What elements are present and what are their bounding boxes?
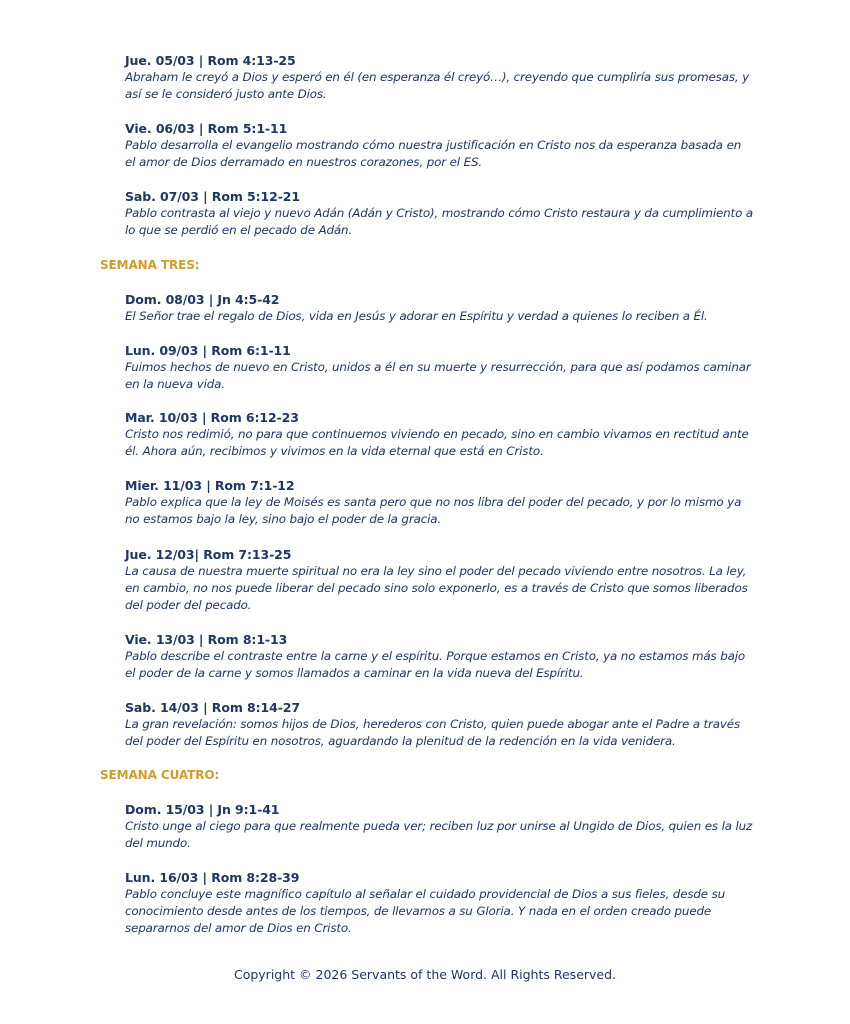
reading-description: Cristo nos redimió, no para que continuemos viviendo en pecado, sino en cambio vivamos en rectitud ante él. Ahora aún, recibimos y vivimos en la vida eternal que está en Cristo. — [125, 427, 749, 458]
reading-title: Sab. 07/03 | Rom 5:12-21 — [125, 189, 300, 204]
reading-entry-vie-06-03 — [125, 120, 753, 171]
reading-title: Lun. 09/03 | Rom 6:1-11 — [125, 343, 291, 358]
reading-title: Vie. 06/03 | Rom 5:1-11 — [125, 121, 288, 136]
reading-entry-jue-05-03 — [125, 52, 753, 103]
reading-description: Fuimos hechos de nuevo en Cristo, unidos a él en su muerte y resurrección, para que así podamos caminar en la nueva vida. — [125, 360, 751, 391]
reading-entry-vie-13-03 — [125, 631, 753, 682]
week-heading-semana-tres: SEMANA TRES: — [100, 258, 200, 272]
reading-title: Sab. 14/03 | Rom 8:14-27 — [125, 700, 300, 715]
reading-entry-lun-16-03 — [125, 869, 753, 937]
reading-description: Pablo concluye este magnífico capítulo al señalar el cuidado providencial de Dios a sus fieles, desde su conocimiento desde antes de los tiempos, de llevarnos a su Gloria. Y nada en el orden creado puede separarnos del amor de Dios en Cristo. — [125, 887, 726, 935]
reading-description: Pablo desarrolla el evangelio mostrando cómo nuestra justificación en Cristo nos da esperanza basada en el amor de Dios derramado en nuestros corazones, por el ES. — [125, 138, 742, 169]
reading-title: Jue. 05/03 | Rom 4:13-25 — [125, 53, 296, 68]
reading-title: Dom. 08/03 | Jn 4:5-42 — [125, 292, 280, 307]
reading-entry-dom-15-03 — [125, 801, 753, 852]
reading-entry-sab-07-03 — [125, 188, 753, 239]
reading-title: Mier. 11/03 | Rom 7:1-12 — [125, 478, 295, 493]
reading-description: Pablo contrasta al viejo y nuevo Adán (Adán y Cristo), mostrando cómo Cristo restaura y da cumplimiento a lo que se perdió en el pecado de Adán. — [125, 206, 753, 237]
reading-title: Mar. 10/03 | Rom 6:12-23 — [125, 410, 299, 425]
reading-entry-mar-10-03 — [125, 409, 753, 460]
reading-entry-mier-11-03 — [125, 477, 753, 528]
reading-description: Pablo explica que la ley de Moisés es santa pero que no nos libra del poder del pecado, y por lo mismo ya no estamos bajo la ley, sino bajo el poder de la gracia. — [125, 495, 742, 526]
reading-entry-sab-14-03 — [125, 699, 753, 750]
reading-title: Vie. 13/03 | Rom 8:1-13 — [125, 632, 288, 647]
reading-title: Jue. 12/03| Rom 7:13-25 — [125, 547, 292, 562]
week-heading-semana-cuatro: SEMANA CUATRO: — [100, 768, 220, 782]
copyright-footer: Copyright © 2026 Servants of the Word. All Rights Reserved. — [233, 967, 617, 982]
reading-description: Pablo describe el contraste entre la carne y el espíritu. Porque estamos en Cristo, ya no estamos más bajo el poder de la carne y somos llamados a caminar en la vida nueva del Espíritu. — [125, 649, 746, 680]
reading-title: Dom. 15/03 | Jn 9:1-41 — [125, 802, 280, 817]
reading-description: La gran revelación: somos hijos de Dios, herederos con Cristo, quien puede abogar ante el Padre a través del poder del Espíritu en nosotros, aguardando la plenitud de la redención en la vida venidera. — [125, 717, 741, 748]
reading-entry-lun-09-03 — [125, 342, 753, 393]
reading-description: Cristo unge al ciego para que realmente pueda ver; reciben luz por unirse al Ungido de Dios, quien es la luz del mundo. — [125, 819, 753, 850]
reading-entry-dom-08-03 — [125, 291, 753, 325]
reading-title: Lun. 16/03 | Rom 8:28-39 — [125, 870, 300, 885]
reading-entry-jue-12-03 — [125, 546, 753, 614]
reading-description: El Señor trae el regalo de Dios, vida en Jesús y adorar en Espíritu y verdad a quienes lo reciben a Él. — [125, 309, 708, 323]
reading-description: Abraham le creyó a Dios y esperó en él (en esperanza él creyó…), creyendo que cumpliría sus promesas, y así se le consideró justo ante Dios. — [125, 70, 750, 101]
reading-description: La causa de nuestra muerte spiritual no era la ley sino el poder del pecado viviendo entre nosotros. La ley, en cambio, no nos puede liberar del pecado sino solo exponerlo, es a través de Cristo que somos liberados del poder del pecado. — [125, 564, 748, 612]
